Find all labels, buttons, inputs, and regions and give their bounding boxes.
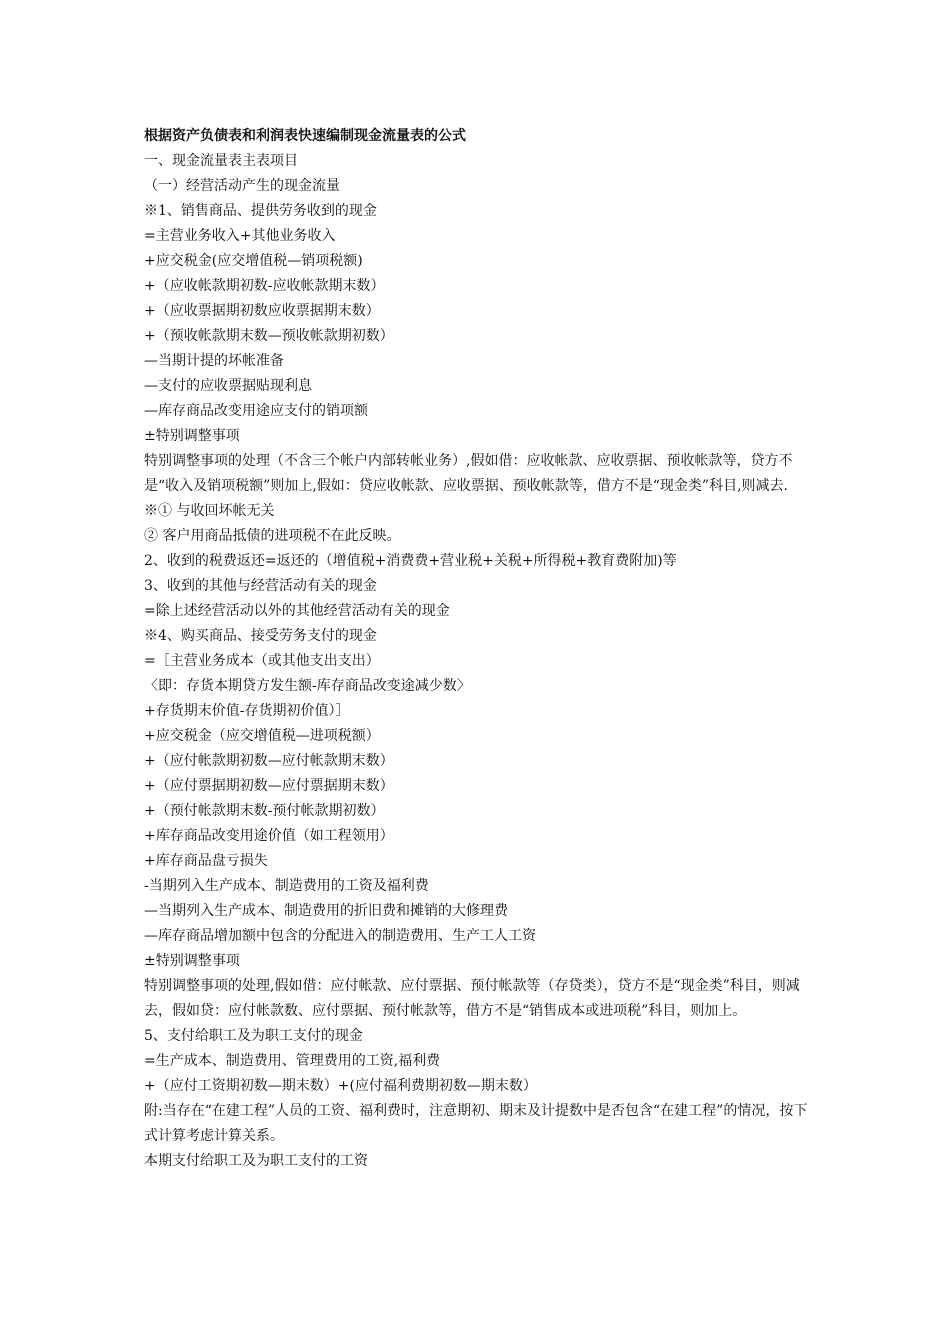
formula-line: +（应付帐款期初数—应付帐款期末数） [144, 753, 394, 769]
item-heading: ※4、购买商品、接受劳务支付的现金 [144, 628, 377, 644]
body-line: 本期支付给职工及为职工支付的工资 [144, 1153, 368, 1169]
formula-line: +应交税金（应交增值税—进项税额） [144, 728, 380, 744]
formula-line: —当期计提的坏帐准备 [144, 353, 284, 369]
note-line: ※① 与收回坏帐无关 [144, 503, 275, 519]
formula-line: +（应收票据期初数应收票据期末数） [144, 303, 380, 319]
formula-line: —库存商品增加额中包含的分配进入的制造费用、生产工人工资 [144, 928, 536, 944]
formula-line: ±特别调整事项 [144, 428, 240, 444]
formula-line: +（应收帐款期初数-应收帐款期末数） [144, 278, 385, 294]
formula-line: +应交税金(应交增值税—销项税额) [144, 253, 363, 269]
formula-line: =［主营业务成本（或其他支出支出） [144, 653, 380, 669]
note-paragraph: 特别调整事项的处理,假如借：应付帐款、应付票据、预付帐款等（存贷类），贷方不是“现金类”科目，则减去，假如贷：应付帐款数、应付票据、预付帐款等，借方不是“销售成本或进项税”科目，则加上。 [144, 978, 800, 1019]
document-title: 根据资产负债表和利润表快速编制现金流量表的公式 [144, 128, 466, 144]
formula-line: —当期列入生产成本、制造费用的折旧费和摊销的大修理费 [144, 903, 508, 919]
formula-line: 〈即：存货本期贷方发生额-库存商品改变途减少数〉 [144, 678, 471, 694]
formula-line: +（预付帐款期末数-预付帐款期初数） [144, 803, 385, 819]
document-body [144, 149, 812, 1174]
item-heading: 3、收到的其他与经营活动有关的现金 [144, 578, 377, 594]
formula-line: +库存商品改变用途价值（如工程领用） [144, 828, 394, 844]
formula-line: =生产成本、制造费用、管理费用的工资,福利费 [144, 1053, 441, 1069]
formula-line: +库存商品盘亏损失 [144, 853, 268, 869]
formula-line: +（应付票据期初数—应付票据期末数） [144, 778, 394, 794]
formula-line: ±特别调整事项 [144, 953, 240, 969]
formula-line: +（应付工资期初数—期末数）+(应付福利费期初数—期末数） [144, 1078, 537, 1094]
formula-line: +（预收帐款期末数—预收帐款期初数） [144, 328, 394, 344]
formula-line: +存货期末价值-存货期初价值）］ [144, 703, 350, 719]
formula-line: =除上述经营活动以外的其他经营活动有关的现金 [144, 603, 450, 619]
formula-line: —支付的应收票据贴现利息 [144, 378, 312, 394]
subsection-heading: （一）经营活动产生的现金流量 [144, 178, 340, 194]
note-line: ② 客户用商品抵债的进项税不在此反映。 [144, 528, 401, 544]
document-page [144, 124, 812, 1174]
formula-line: —库存商品改变用途应支付的销项额 [144, 403, 368, 419]
item-heading: 5、支付给职工及为职工支付的现金 [144, 1028, 363, 1044]
formula-line: -当期列入生产成本、制造费用的工资及福利费 [144, 878, 429, 894]
item-heading: 2、收到的税费返还=返还的（增值税+消费费+营业税+关税+所得税+教育费附加)等 [144, 553, 677, 569]
note-paragraph: 附:当存在“在建工程”人员的工资、福利费时，注意期初、期末及计提数中是否包含“在建工程”的情况，按下式计算考虑计算关系。 [144, 1103, 808, 1144]
section-heading: 一、现金流量表主表项目 [144, 153, 298, 169]
formula-line: =主营业务收入+其他业务收入 [144, 228, 336, 244]
item-heading: ※1、销售商品、提供劳务收到的现金 [144, 203, 377, 219]
note-paragraph: 特别调整事项的处理（不含三个帐户内部转帐业务）,假如借：应收帐款、应收票据、预收帐款等，贷方不是“收入及销项税额”则加上,假如：贷应收帐款、应收票据、预收帐款等，借方不是“现金类”科目,则减去. [144, 453, 793, 494]
